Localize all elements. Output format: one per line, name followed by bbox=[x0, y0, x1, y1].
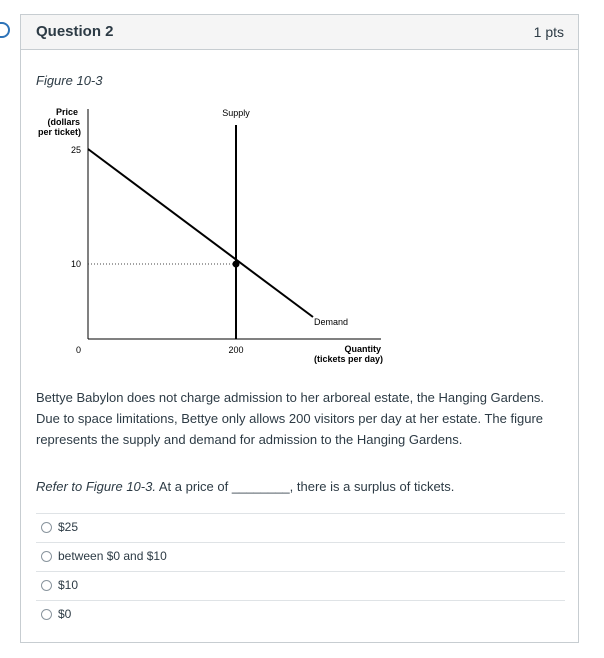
answer-label[interactable]: $25 bbox=[58, 520, 79, 534]
demand-label: Demand bbox=[314, 317, 349, 327]
x-tick-200: 200 bbox=[228, 345, 244, 355]
question-points: 1 pts bbox=[533, 24, 564, 40]
y-tick-25: 25 bbox=[70, 145, 81, 155]
answer-label[interactable]: $0 bbox=[58, 607, 72, 621]
answer-option[interactable] bbox=[36, 542, 565, 571]
question-card bbox=[20, 14, 579, 643]
radio-button[interactable] bbox=[41, 609, 52, 620]
y-tick-10: 10 bbox=[70, 259, 81, 269]
y-axis-label-line3: per ticket) bbox=[37, 127, 81, 137]
x-axis-label-line2: (tickets per day) bbox=[313, 354, 383, 364]
equilibrium-point bbox=[233, 261, 240, 268]
question-nav-tab[interactable] bbox=[0, 22, 10, 38]
demand-line bbox=[88, 149, 313, 317]
question-title: Question 2 bbox=[36, 23, 114, 40]
x-axis-label-line1: Quantity bbox=[344, 344, 381, 354]
prompt-figure-ref: Refer to Figure 10-3. bbox=[36, 479, 156, 494]
prompt-text: At a price of ________, there is a surplus of tickets. bbox=[155, 479, 455, 494]
answer-label[interactable]: $10 bbox=[58, 578, 79, 592]
y-tick-0: 0 bbox=[75, 345, 81, 355]
answer-option[interactable] bbox=[36, 600, 565, 629]
question-description: Bettye Babylon does not charge admission to her arboreal estate, the Hanging Gardens. Due to space limitations, Bettye only allows 200 visitors per day at her estate. The figure represents the supply and demand for admission to the Hanging Gardens. bbox=[36, 390, 545, 447]
radio-button[interactable] bbox=[41, 551, 52, 562]
answer-list bbox=[36, 513, 565, 629]
y-axis-label-line1: Price bbox=[55, 107, 78, 117]
radio-button[interactable] bbox=[41, 580, 52, 591]
answer-label[interactable]: between $0 and $10 bbox=[58, 549, 167, 563]
answer-option[interactable] bbox=[36, 513, 565, 542]
question-prompt bbox=[36, 479, 454, 494]
question-header bbox=[21, 15, 578, 50]
figure-label: Figure 10-3 bbox=[36, 73, 103, 88]
supply-demand-chart bbox=[21, 95, 441, 385]
answer-option[interactable] bbox=[36, 571, 565, 600]
radio-button[interactable] bbox=[41, 522, 52, 533]
supply-label: Supply bbox=[222, 108, 250, 118]
y-axis-label-line2: (dollars bbox=[47, 117, 80, 127]
